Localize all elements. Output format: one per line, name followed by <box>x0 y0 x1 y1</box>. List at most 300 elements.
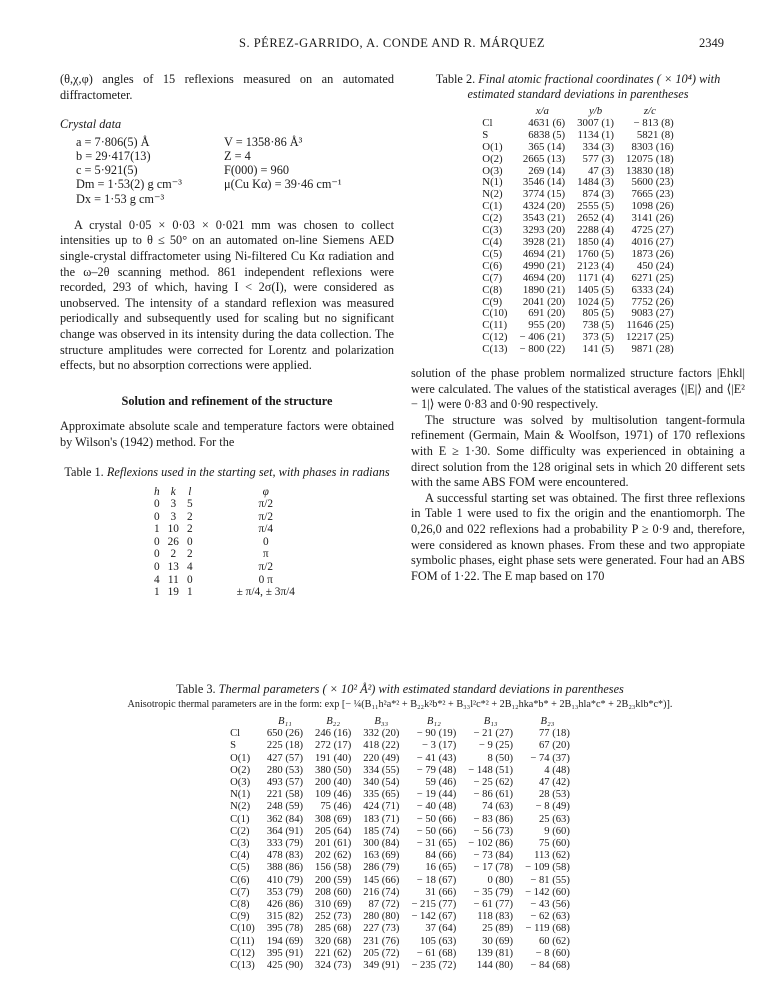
table-cell: 365 (14) <box>528 140 566 153</box>
atom-label: C(4) <box>230 850 250 862</box>
atom-label: C(9) <box>482 295 503 308</box>
atom-label: O(3) <box>482 164 503 177</box>
table-cell: 3543 (21) <box>522 212 566 225</box>
table-cell: 118 (83) <box>477 911 514 923</box>
table-cell: 2 <box>186 548 193 561</box>
paragraph: The structure was solved by multisolution tangent-formula refinement (Germain, Main & Woolfson, 1971) of 170 reflexions with E ≥ 1·30. Some difficulty was experienced in obtaining a direct solution from the 128 original sets in which 20 different sets with the same ABS FOM were encountered. <box>411 412 745 490</box>
table-row <box>224 814 576 826</box>
table2 <box>476 106 679 356</box>
atom-label: C(3) <box>230 838 250 850</box>
table-header-cell: y/b <box>588 105 603 117</box>
crystal-data-row <box>76 149 342 163</box>
table-cell: 77 (18) <box>538 728 570 740</box>
table-cell: 4 <box>154 573 160 586</box>
table-cell: 4725 (27) <box>631 224 674 237</box>
table-cell: 2 <box>186 510 193 523</box>
right-column <box>411 72 745 584</box>
table-cell: 4990 (21) <box>522 259 566 272</box>
table-cell: − 102 (86) <box>468 838 514 850</box>
atom-label: O(1) <box>230 752 251 764</box>
table-cell: 3 <box>170 510 177 523</box>
table-cell: 349 (91) <box>363 960 400 972</box>
table-cell: 0 <box>154 548 160 561</box>
table-cell: 4016 (27) <box>631 235 674 248</box>
table3-caption <box>60 682 740 697</box>
table-row <box>150 548 299 561</box>
table-cell: 320 (68) <box>315 935 352 947</box>
section-title: Solution and refinement of the structure <box>121 393 333 408</box>
crystal-param: Dm = 1·53(2) g cm⁻³ <box>76 177 182 192</box>
table-header-cell: B₂₂ <box>326 716 341 727</box>
table-header-cell: B₂₃ <box>540 716 555 727</box>
table-cell: 0 <box>154 498 160 511</box>
table-cell: 12075 (18) <box>626 152 674 165</box>
table-row <box>476 261 679 273</box>
table-cell: 874 (3) <box>582 188 615 201</box>
table-cell: − 81 (55) <box>530 874 570 886</box>
table-cell: 373 (5) <box>582 331 615 344</box>
atom-label: C(3) <box>482 224 503 237</box>
atom-label: Cl <box>230 728 241 740</box>
table-cell: 13 <box>167 561 179 574</box>
table-row <box>224 765 576 777</box>
table-cell: − 119 (68) <box>525 923 570 935</box>
table-cell: 7665 (23) <box>631 188 674 201</box>
table-row <box>224 728 576 740</box>
table-cell: 308 (69) <box>315 813 352 825</box>
table-row <box>224 875 576 887</box>
table-cell: 9083 (27) <box>631 307 674 320</box>
atom-label: O(2) <box>230 764 251 776</box>
table-cell: 362 (84) <box>266 813 304 825</box>
table-cell: 144 (80) <box>476 960 514 972</box>
table-header-cell: B₁₂ <box>426 716 441 727</box>
caption-prefix: Table 3. <box>176 682 216 696</box>
table-row <box>224 753 576 765</box>
crystal-data-row <box>76 192 342 206</box>
table-cell: π/2 <box>258 561 274 574</box>
table-cell: 738 (5) <box>582 319 615 332</box>
crystal-param: Z = 4 <box>224 148 251 163</box>
crystal-data-table <box>76 135 342 206</box>
table-cell: − 74 (37) <box>530 752 570 764</box>
table-cell: 334 (55) <box>363 764 400 776</box>
table-cell: 139 (81) <box>476 947 514 959</box>
table-cell: 324 (73) <box>315 960 352 972</box>
crystal-data-title: Crystal data <box>60 117 122 132</box>
table-cell: 145 (66) <box>363 874 400 886</box>
table-cell: ± π/4, ± 3π/4 <box>236 586 295 599</box>
table-cell: 201 (61) <box>315 838 352 850</box>
atom-label: C(6) <box>482 259 503 272</box>
table-cell: − 19 (44) <box>416 789 457 801</box>
table-cell: 5600 (23) <box>631 176 674 189</box>
table-cell: 3 <box>170 498 177 511</box>
table-cell: 395 (78) <box>266 923 304 935</box>
table-cell: 691 (20) <box>528 307 566 320</box>
atom-label: C(6) <box>230 874 250 886</box>
table-row <box>224 826 576 838</box>
table-cell: 650 (26) <box>266 728 304 740</box>
table-cell: 183 (71) <box>363 813 400 825</box>
table-row <box>224 777 576 789</box>
table-header-cell <box>224 716 261 728</box>
table-cell: 205 (64) <box>315 825 352 837</box>
table-cell: 418 (22) <box>363 740 400 752</box>
page-number: 2349 <box>699 36 724 50</box>
atom-label: C(10) <box>230 923 255 935</box>
crystal-param <box>224 192 342 206</box>
table-cell: 12217 (25) <box>626 331 674 344</box>
paragraph: A successful starting set was obtained. The first three reflexions in Table 1 were used to fix the origin and the enantiomorph. The 0,26,0 and 022 reflexions had a probability P ≥ 0·9 and, therefore, were considered as known phases. From these and two appropiate symbolic phases, eight phase sets were generated. Four had an ABS FOM of 1·22. The E map based on 170 <box>411 490 745 583</box>
atom-label: C(2) <box>230 825 250 837</box>
running-head: S. PÉREZ-GARRIDO, A. CONDE AND R. MÁRQUEZ <box>239 36 545 50</box>
table-cell: 0 π <box>258 573 273 586</box>
table-cell: 1873 (26) <box>631 247 674 260</box>
table-cell: 334 (3) <box>582 140 615 153</box>
table2-caption <box>411 72 745 102</box>
table-cell: − 215 (77) <box>411 899 457 911</box>
table-cell: 163 (69) <box>363 850 400 862</box>
table-row <box>150 561 299 574</box>
table1 <box>150 486 299 599</box>
table-cell: 310 (69) <box>315 899 352 911</box>
table-cell: 37 (64) <box>425 923 457 935</box>
table-header-cell: x/a <box>535 105 549 117</box>
table-row <box>224 850 576 862</box>
table-row <box>224 960 576 972</box>
table-cell: 6271 (25) <box>631 271 674 284</box>
table1-caption <box>60 465 394 480</box>
table-cell: 450 (24) <box>636 259 674 272</box>
table-cell: − 800 (22) <box>519 343 566 356</box>
table-cell: 202 (62) <box>315 850 352 862</box>
thermal-formula: Anisotropic thermal parameters are in the form: exp [− ¼(B₁₁h²a*² + B₂₂k²b*² + B₃₃l²c*² + 2B₁₂hka*b* + 2B₁₃hla*c* + 2B₂₃klb*c*)]. <box>127 699 673 710</box>
table-cell: 4694 (20) <box>522 271 566 284</box>
table-row <box>476 142 679 154</box>
table-cell: 3141 (26) <box>631 212 674 225</box>
table-cell: 9871 (28) <box>631 343 674 356</box>
table-cell: 252 (73) <box>315 911 352 923</box>
table-cell: 478 (83) <box>266 850 304 862</box>
atom-label: N(1) <box>482 176 503 189</box>
table-cell: 200 (59) <box>315 874 352 886</box>
table-row <box>476 130 679 142</box>
table-cell: 200 (40) <box>315 777 352 789</box>
table-header-cell: B₃₃ <box>374 716 389 727</box>
table-cell: 9 (60) <box>544 825 570 837</box>
table-row <box>150 523 299 536</box>
table-header-cell: h <box>154 485 160 498</box>
table-row <box>476 344 679 356</box>
atom-label: C(1) <box>230 813 250 825</box>
table-row <box>224 862 576 874</box>
table-cell: 280 (80) <box>363 911 400 923</box>
table-cell: 47 (3) <box>587 164 615 177</box>
table-cell: 5821 (8) <box>636 128 674 141</box>
table-cell: − 61 (77) <box>473 899 514 911</box>
table-cell: π/4 <box>258 523 274 536</box>
table-cell: − 50 (66) <box>416 825 457 837</box>
table-cell: − 109 (58) <box>525 862 570 874</box>
table-cell: − 31 (65) <box>416 838 457 850</box>
table-cell: − 8 (60) <box>535 947 570 959</box>
table-cell: 1890 (21) <box>522 283 566 296</box>
table-cell: 0 <box>154 561 160 574</box>
table-cell: 216 (74) <box>363 886 400 898</box>
table-cell: 333 (79) <box>266 838 304 850</box>
crystal-param: μ(Cu Kα) = 39·46 cm⁻¹ <box>224 177 342 192</box>
table-cell: 2288 (4) <box>577 224 615 237</box>
atom-label: C(7) <box>230 886 250 898</box>
table-cell: 2555 (5) <box>577 200 615 213</box>
crystal-param: a = 7·806(5) Å <box>76 134 150 149</box>
table-row <box>224 789 576 801</box>
table-cell: 332 (20) <box>363 728 400 740</box>
table-cell: 246 (16) <box>315 728 352 740</box>
table-cell: 388 (86) <box>266 862 304 874</box>
table-row <box>224 899 576 911</box>
table-cell: − 56 (73) <box>473 825 514 837</box>
table-cell: − 35 (79) <box>473 886 514 898</box>
atom-label: C(13) <box>482 343 508 356</box>
caption-text: Thermal parameters ( × 10² Å²) with estimated standard deviations in parentheses <box>218 682 624 696</box>
table-cell: − 43 (56) <box>530 899 570 911</box>
caption-prefix: Table 1. <box>64 464 104 479</box>
table-cell: 1171 (4) <box>577 271 615 284</box>
table-cell: 7752 (26) <box>631 295 674 308</box>
table-cell: 493 (57) <box>266 777 304 789</box>
table-cell: − 61 (68) <box>416 947 457 959</box>
table-row <box>150 574 299 587</box>
table-cell: 410 (79) <box>266 874 304 886</box>
table-row <box>224 948 576 960</box>
table-cell: 87 (72) <box>368 899 400 911</box>
table-row <box>224 911 576 923</box>
table-cell: 1 <box>154 586 160 599</box>
table-cell: − 3 (17) <box>422 740 457 752</box>
table-row <box>150 536 299 549</box>
table-cell: 269 (14) <box>528 164 566 177</box>
table-row <box>224 801 576 813</box>
crystal-param: V = 1358·86 Å³ <box>224 134 303 149</box>
crystal-param: F(000) = 960 <box>224 163 290 178</box>
table-cell: 227 (73) <box>363 923 400 935</box>
table-cell: π <box>262 548 269 561</box>
atom-label: C(12) <box>230 947 255 959</box>
table-cell: 1098 (26) <box>631 200 674 213</box>
table-header-cell: l <box>188 485 192 498</box>
table-row <box>476 249 679 261</box>
table-cell: 3928 (21) <box>522 235 566 248</box>
table-cell: 353 (79) <box>266 886 304 898</box>
atom-label: O(3) <box>230 777 251 789</box>
table-cell: 60 (62) <box>538 935 570 947</box>
table-cell: 395 (91) <box>266 947 304 959</box>
table-cell: 4694 (21) <box>522 247 566 260</box>
table-cell: 11646 (25) <box>626 319 674 332</box>
table-cell: 3546 (14) <box>522 176 566 189</box>
caption-text: Final atomic fractional coordinates ( × 10⁴) with estimated standard deviations in parentheses <box>467 72 721 101</box>
atom-label: C(8) <box>230 899 250 911</box>
table-cell: 805 (5) <box>582 307 615 320</box>
caption-text: Reflexions used in the starting set, with phases in radians <box>106 464 390 479</box>
table-cell: 113 (62) <box>534 850 570 862</box>
table-cell: 335 (65) <box>363 789 400 801</box>
table-cell: − 9 (25) <box>478 740 514 752</box>
atom-label: C(9) <box>230 911 250 923</box>
crystal-param: b = 29·417(13) <box>76 148 151 163</box>
table-cell: − 41 (43) <box>416 752 457 764</box>
crystal-data-row <box>76 177 342 191</box>
table-cell: − 18 (67) <box>416 874 457 886</box>
table-cell: 220 (49) <box>363 752 400 764</box>
table-cell: 25 (63) <box>538 813 570 825</box>
table-header-cell: φ <box>262 485 269 498</box>
table-cell: 208 (60) <box>315 886 352 898</box>
table-cell: 25 (89) <box>482 923 514 935</box>
table-cell: 231 (76) <box>363 935 400 947</box>
table-cell: 2123 (4) <box>577 259 615 272</box>
table-cell: 1024 (5) <box>577 295 615 308</box>
paragraph: Approximate absolute scale and temperature factors were obtained by Wilson's (1942) method. For the <box>60 419 394 449</box>
table-cell: 75 (60) <box>538 838 570 850</box>
atom-label: C(2) <box>482 212 503 225</box>
table-cell: 427 (57) <box>266 752 304 764</box>
atom-label: N(2) <box>230 801 251 813</box>
table-cell: 16 (65) <box>425 862 457 874</box>
table-cell: 340 (54) <box>363 777 400 789</box>
table3 <box>224 716 576 972</box>
table-cell: 286 (79) <box>363 862 400 874</box>
table-cell: 955 (20) <box>528 319 566 332</box>
table-cell: 2 <box>186 523 193 536</box>
table-cell: − 86 (61) <box>473 789 514 801</box>
table-cell: 0 <box>262 535 269 548</box>
table-row <box>476 285 679 297</box>
caption-prefix: Table 2. <box>435 72 476 86</box>
table-cell: 4 <box>186 561 193 574</box>
table-cell: 67 (20) <box>538 740 570 752</box>
table-cell: − 79 (48) <box>416 764 457 776</box>
table-cell: 75 (46) <box>320 801 352 813</box>
table-row <box>150 511 299 524</box>
table-cell: 2652 (4) <box>577 212 615 225</box>
atom-label: C(10) <box>482 307 508 320</box>
table-cell: 285 (68) <box>315 923 352 935</box>
atom-label: C(11) <box>230 935 255 947</box>
table-cell: 5 <box>186 498 193 511</box>
atom-label: S <box>230 740 237 752</box>
table-cell: 425 (90) <box>266 960 304 972</box>
table-cell: − 25 (62) <box>473 777 514 789</box>
atom-label: C(7) <box>482 271 503 284</box>
table-row <box>476 154 679 166</box>
table-cell: 0 <box>154 535 160 548</box>
paragraph: A crystal 0·05 × 0·03 × 0·021 mm was chosen to collect intensities up to θ ≤ 50° on an automated on-line Siemens AED single-crystal diffractometer using Ni-filtered Cu Kα radiation and the ω–2θ scanning method. 861 independent reflexions were recorded, 293 of which, having I < 2σ(I), were considered as unobserved. The intensity of a standard reflexion was measured periodically and subsequently used for scaling but no significant change was observed in its intensity during the data collection. The structure amplitudes were corrected for Lorentz and polarization effects, but no absorption corrections were applied. <box>60 217 394 373</box>
crystal-param: c = 5·921(5) <box>76 163 138 178</box>
table-cell: 0 <box>154 510 160 523</box>
table-cell: 380 (50) <box>315 764 352 776</box>
table-cell: − 40 (48) <box>416 801 457 813</box>
table-cell: − 142 (67) <box>411 911 457 923</box>
atom-label: C(5) <box>482 247 503 260</box>
table-cell: 26 <box>167 535 179 548</box>
table-row <box>224 936 576 948</box>
table-cell: 4631 (6) <box>528 116 566 129</box>
table-cell: 1 <box>154 523 160 536</box>
table-cell: 2665 (13) <box>522 152 566 165</box>
table-cell: 6838 (5) <box>528 128 566 141</box>
table-cell: 0 (80) <box>487 874 514 886</box>
table-cell: − 17 (78) <box>473 862 514 874</box>
atom-label: Cl <box>482 116 493 129</box>
table-cell: − 235 (72) <box>411 960 457 972</box>
table-cell: 2 <box>170 548 177 561</box>
table-row <box>224 838 576 850</box>
atom-label: N(2) <box>482 188 503 201</box>
atom-label: C(5) <box>230 862 250 874</box>
table-cell: 225 (18) <box>266 740 304 752</box>
atom-label: O(2) <box>482 152 503 165</box>
table-cell: 0 <box>186 535 193 548</box>
page-header <box>60 36 724 56</box>
table-cell: 424 (71) <box>363 801 400 813</box>
table-cell: 577 (3) <box>582 152 615 165</box>
table-cell: 105 (63) <box>420 935 457 947</box>
table-cell: 6333 (24) <box>631 283 674 296</box>
table-cell: 1484 (3) <box>577 176 615 189</box>
table-cell: 31 (66) <box>425 886 457 898</box>
table-cell: 426 (86) <box>266 899 304 911</box>
table-row <box>224 887 576 899</box>
table-cell: 11 <box>167 573 179 586</box>
table-cell: π/2 <box>258 498 274 511</box>
atom-label: C(11) <box>482 319 508 332</box>
table-cell: 10 <box>167 523 179 536</box>
table3-block <box>60 682 740 972</box>
table-cell: − 21 (27) <box>473 728 514 740</box>
table-header-cell: B₁₁ <box>278 716 292 727</box>
left-column <box>60 72 394 599</box>
table-cell: 4 (48) <box>544 764 570 776</box>
table-cell: − 62 (63) <box>530 911 570 923</box>
atom-label: C(12) <box>482 331 508 344</box>
table-header-cell: z/c <box>643 105 656 117</box>
atom-label: C(1) <box>482 200 503 213</box>
table-cell: 8 (50) <box>487 752 514 764</box>
table-cell: 47 (42) <box>538 777 570 789</box>
table-cell: 315 (82) <box>266 911 304 923</box>
table-cell: π/2 <box>258 510 274 523</box>
atom-label: O(1) <box>482 140 503 153</box>
table-cell: − 83 (86) <box>473 813 514 825</box>
table-cell: 4324 (20) <box>522 200 566 213</box>
crystal-data-row <box>76 135 342 149</box>
crystal-data-row <box>76 163 342 177</box>
table-cell: 1 <box>186 586 193 599</box>
table-cell: 28 (53) <box>538 789 570 801</box>
atom-label: S <box>482 128 489 141</box>
table-cell: − 73 (84) <box>473 850 514 862</box>
table-cell: 364 (91) <box>266 825 304 837</box>
table-header-cell: k <box>170 485 176 498</box>
atom-label: C(13) <box>230 960 255 972</box>
table-cell: 300 (84) <box>363 838 400 850</box>
table-cell: 13830 (18) <box>626 164 674 177</box>
atom-label: N(1) <box>230 789 251 801</box>
table-row <box>476 273 679 285</box>
